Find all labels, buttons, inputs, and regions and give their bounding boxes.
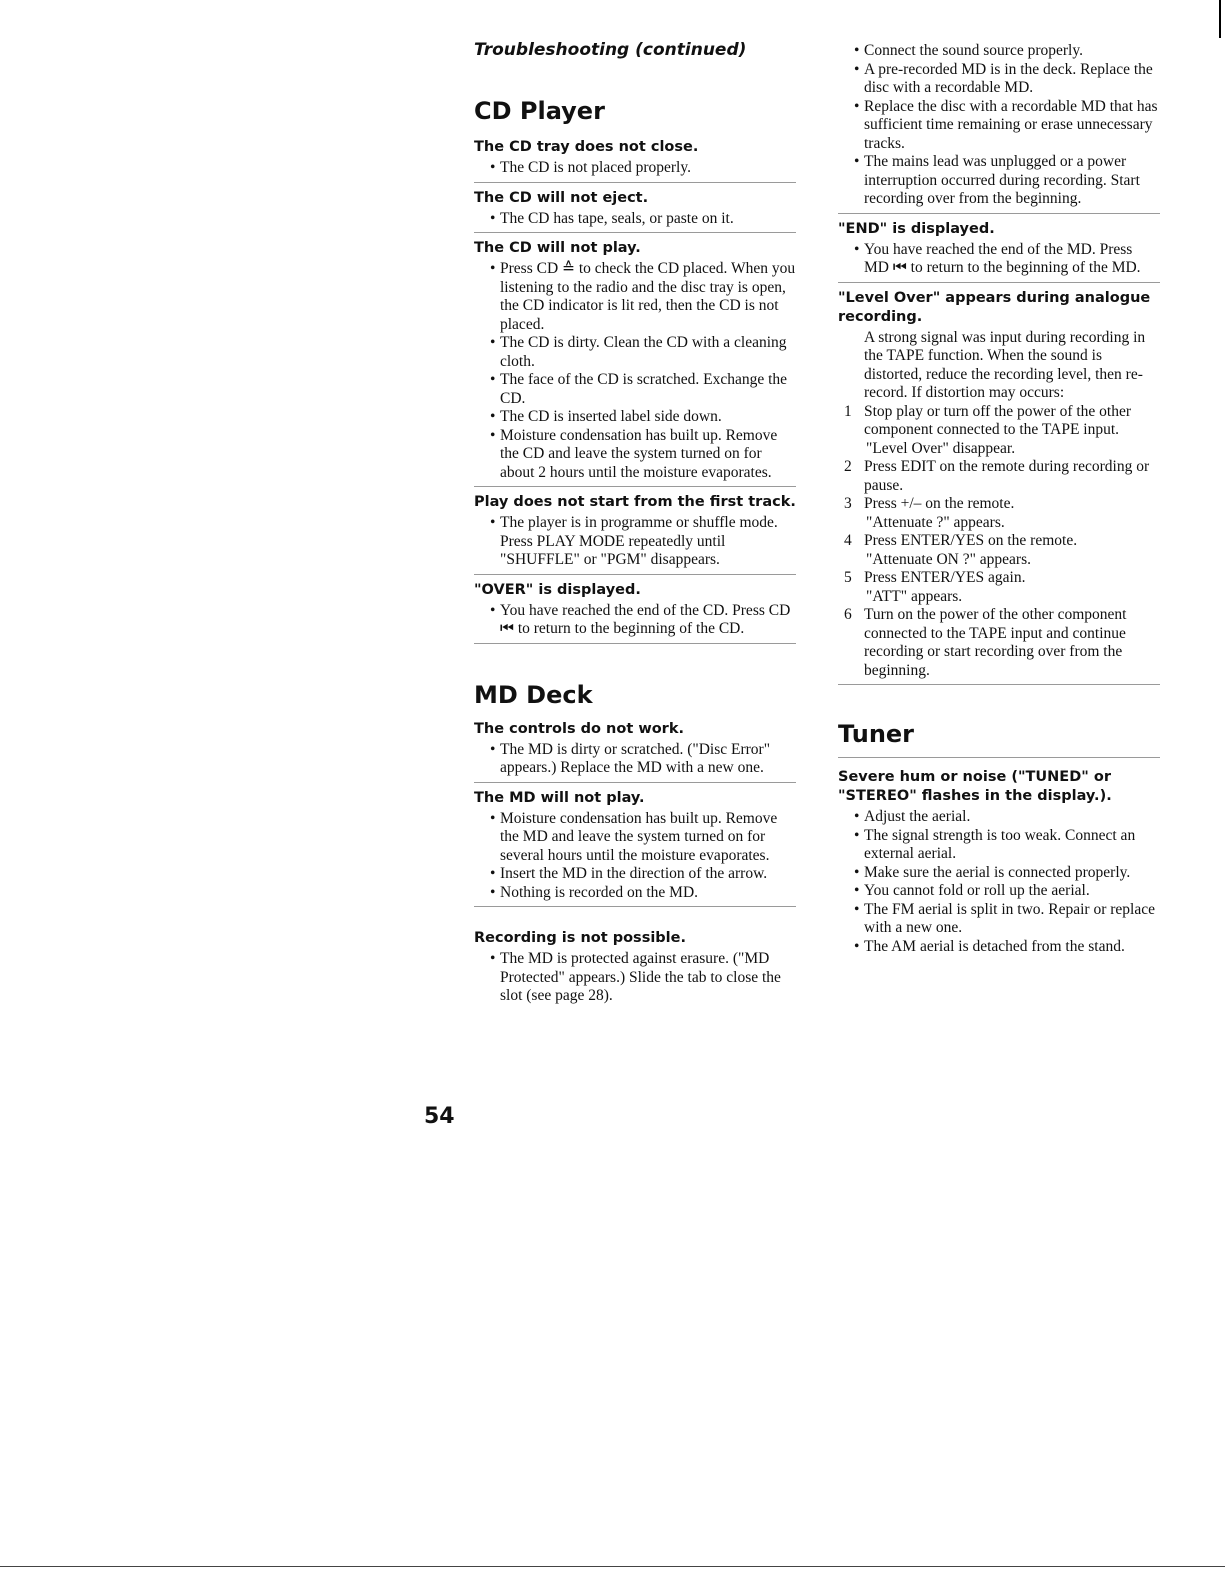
problem-tuner-noise xyxy=(838,768,1160,960)
step-result: "Attenuate ?" appears. xyxy=(866,513,1005,531)
intro-paragraph: A strong signal was input during recording in the TAPE function. When the sound is distorted, reduce the recording level, then re-record. If distortion may occurs: xyxy=(864,328,1146,401)
step-text: Press +/– on the remote. xyxy=(864,495,1015,512)
problem-title: The CD will not eject. xyxy=(474,189,649,206)
step-item xyxy=(838,458,1160,495)
problem-md-play xyxy=(474,789,796,908)
list-item: • Adjust the aerial. xyxy=(854,808,1160,827)
problem-title: Severe hum or noise ("TUNED" or "STEREO" flashes in the display.). xyxy=(838,769,1112,804)
step-text: Press ENTER/YES again. xyxy=(864,569,1026,586)
list-item: • Connect the sound source properly. xyxy=(854,42,1160,61)
list-item: • The AM aerial is detached from the stand. xyxy=(854,938,1160,957)
list-item: • Make sure the aerial is connected properly. xyxy=(854,864,1160,883)
problem-title: The CD will not play. xyxy=(474,240,641,256)
list-item: • The CD has tape, seals, or paste on it. xyxy=(490,210,796,229)
problem-md-end xyxy=(838,220,1160,283)
problem-cd-over xyxy=(474,581,796,644)
list-item: • The MD is dirty or scratched. ("Disc Error" appears.) Replace the MD with a new one. xyxy=(490,741,796,778)
step-result: "ATT" appears. xyxy=(866,587,963,605)
page-number: 54 xyxy=(424,1104,455,1129)
problem-title: The MD will not play. xyxy=(474,789,645,806)
list-item: • A pre-recorded MD is in the deck. Replace the disc with a recordable MD. xyxy=(854,61,1160,98)
problem-md-controls xyxy=(474,720,796,783)
scan-edge-line xyxy=(0,1566,1225,1567)
problem-title: The controls do not work. xyxy=(474,720,684,737)
list-item: • You have reached the end of the CD. Press CD ⏮ to return to the beginning of the CD. xyxy=(490,602,796,639)
step-result: "Attenuate ON ?" appears. xyxy=(866,550,1032,568)
list-item: • The MD is protected against erasure. ("MD Protected" appears.) Slide the tab to close the slot (see page 28). xyxy=(490,950,796,1006)
step-text: Press EDIT on the remote during recording or pause. xyxy=(864,458,1150,494)
list-item: • The mains lead was unplugged or a power interruption occurred during recording. Start recording over from the beginning. xyxy=(854,153,1160,209)
step-item xyxy=(838,532,1160,569)
section-title-tuner: Tuner xyxy=(838,719,1160,758)
list-item: • Replace the disc with a recordable MD that has sufficient time remaining or erase unnecessary tracks. xyxy=(854,98,1160,154)
list-item: • The CD is dirty. Clean the CD with a cleaning cloth. xyxy=(490,334,796,371)
list-item: • Press CD ≙ to check the CD placed. When you listening to the radio and the disc tray is open, the CD indicator is lit red, then the CD is not placed. xyxy=(490,260,796,334)
step-item xyxy=(838,606,1160,680)
step-item xyxy=(838,403,1160,459)
left-column xyxy=(474,38,796,1016)
problem-cd-tray xyxy=(474,138,796,183)
list-item: • The player is in programme or shuffle mode. Press PLAY MODE repeatedly until "SHUFFLE" or "PGM" disappears. xyxy=(490,514,796,570)
page-edge-mark xyxy=(1219,0,1221,38)
step-list xyxy=(838,403,1160,681)
step-text: Turn on the power of the other component connected to the TAPE input and continue recording or start recording over from the beginning. xyxy=(864,606,1127,679)
list-item: • Insert the MD in the direction of the arrow. xyxy=(490,865,796,884)
step-number: 3 xyxy=(844,495,852,512)
running-head: Troubleshooting (continued) xyxy=(474,40,747,60)
problem-title: "Level Over" appears during analogue recording. xyxy=(838,289,1151,325)
step-text: Press ENTER/YES on the remote. xyxy=(864,532,1078,549)
step-number: 1 xyxy=(844,402,852,420)
step-number: 6 xyxy=(844,606,852,623)
list-item: • The FM aerial is split in two. Repair or replace with a new one. xyxy=(854,901,1160,938)
section-title-md-deck: MD Deck xyxy=(474,680,593,709)
problem-md-recording-continued xyxy=(838,42,1160,214)
problem-level-over xyxy=(838,289,1160,686)
list-item: • The face of the CD is scratched. Exchange the CD. xyxy=(490,371,796,408)
step-result: "Level Over" disappear. xyxy=(866,439,1016,457)
problem-title: Play does not start from the first track. xyxy=(474,494,796,510)
problem-title: "OVER" is displayed. xyxy=(474,581,641,598)
step-number: 2 xyxy=(844,458,852,475)
right-column xyxy=(838,38,1160,966)
problem-title: "END" is displayed. xyxy=(838,220,995,237)
problem-cd-eject xyxy=(474,189,796,234)
list-item: • Moisture condensation has built up. Remove the MD and leave the system turned on for several hours until the moisture evaporates. xyxy=(490,810,796,866)
list-item: • The signal strength is too weak. Connect an external aerial. xyxy=(854,827,1160,864)
problem-md-recording xyxy=(474,929,796,1010)
list-item: • The CD is inserted label side down. xyxy=(490,408,796,427)
problem-first-track xyxy=(474,493,796,575)
list-item: • You have reached the end of the MD. Press MD ⏮ to return to the beginning of the MD. xyxy=(854,241,1160,278)
problem-title: Recording is not possible. xyxy=(474,930,686,946)
list-item: • The CD is not placed properly. xyxy=(490,159,796,178)
list-item: • Moisture condensation has built up. Remove the CD and leave the system turned on for about 2 hours until the moisture evaporates. xyxy=(490,427,796,483)
section-title-cd-player: CD Player xyxy=(474,97,605,125)
step-number: 5 xyxy=(844,569,852,586)
step-number: 4 xyxy=(844,532,852,549)
step-item xyxy=(838,569,1160,606)
step-item xyxy=(838,495,1160,532)
problem-cd-play xyxy=(474,239,796,487)
list-item: • You cannot fold or roll up the aerial. xyxy=(854,882,1160,901)
step-text: Stop play or turn off the power of the other component connected to the TAPE input. xyxy=(864,402,1132,438)
list-item: • Nothing is recorded on the MD. xyxy=(490,884,796,903)
problem-title: The CD tray does not close. xyxy=(474,139,699,155)
